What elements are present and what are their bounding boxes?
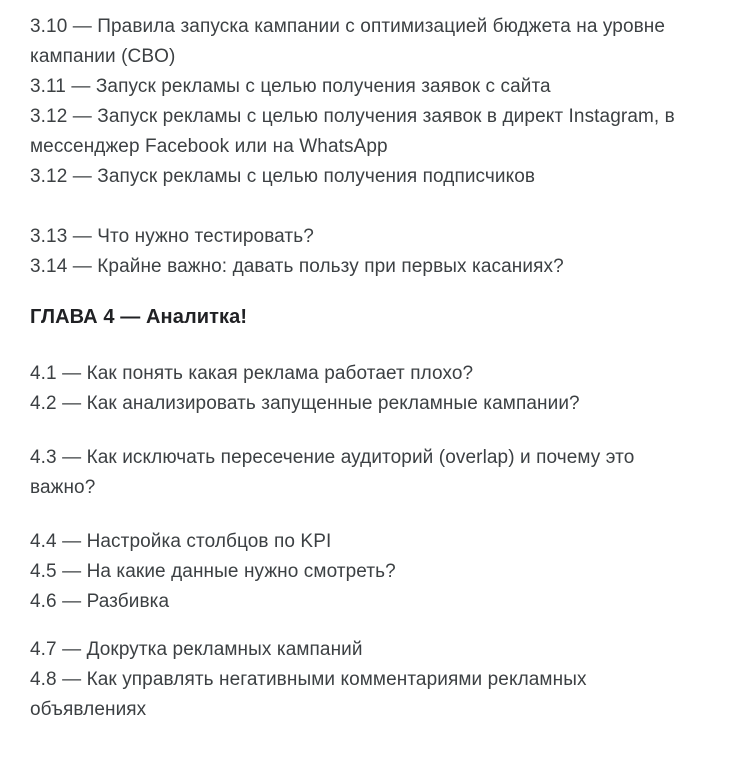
toc-item-3-14 — [30, 252, 710, 282]
toc-line: 4.8 — Как управлять негативными комментариями рекламных — [30, 669, 587, 690]
toc-line: 4.7 — Докрутка рекламных кампаний — [30, 639, 363, 660]
toc-line: 3.13 — Что нужно тестировать? — [30, 226, 314, 247]
toc-line: 3.11 — Запуск рекламы с целью получения заявок с сайта — [30, 76, 551, 97]
toc-item-4-2 — [30, 389, 710, 419]
toc-group-4-7-to-4-8 — [30, 635, 710, 725]
toc-group-4-3 — [30, 443, 710, 503]
toc-item-4-1 — [30, 359, 710, 389]
toc-line: 4.1 — Как понять какая реклама работает плохо? — [30, 363, 474, 384]
toc-item-4-8 — [30, 665, 710, 725]
toc-line: 4.3 — Как исключать пересечение аудиторий (overlap) и почему это — [30, 447, 635, 468]
toc-line: кампании (CBO) — [30, 46, 176, 67]
toc-item-3-12-leads — [30, 102, 710, 162]
toc-group-3-10-to-3-12 — [30, 12, 710, 192]
toc-line: 3.12 — Запуск рекламы с целью получения подписчиков — [30, 166, 536, 187]
toc-item-3-10 — [30, 12, 710, 72]
chapter-heading — [30, 300, 710, 334]
toc-line: мессенджер Facebook или на WhatsApp — [30, 136, 388, 157]
toc-group-4-1-to-4-2 — [30, 359, 710, 419]
toc-line: 4.2 — Как анализировать запущенные рекламные кампании? — [30, 393, 580, 414]
toc-line: 4.5 — На какие данные нужно смотреть? — [30, 561, 396, 582]
toc-item-4-3 — [30, 443, 710, 503]
toc-item-4-6 — [30, 587, 710, 617]
chapter-heading-text: ГЛАВА 4 — Аналитка! — [30, 306, 248, 328]
toc-item-4-5 — [30, 557, 710, 587]
toc-group-3-13-to-3-14 — [30, 222, 710, 282]
toc-group-4-4-to-4-6 — [30, 527, 710, 617]
toc-line: 3.14 — Крайне важно: давать пользу при первых касаниях? — [30, 256, 564, 277]
toc-item-4-4 — [30, 527, 710, 557]
toc-item-3-13 — [30, 222, 710, 252]
toc-item-4-7 — [30, 635, 710, 665]
toc-line: 3.10 — Правила запуска кампании с оптимизацией бюджета на уровне — [30, 16, 666, 37]
toc-line: объявлениях — [30, 699, 147, 720]
toc-item-3-11 — [30, 72, 710, 102]
toc-line: важно? — [30, 477, 96, 498]
toc-line: 4.6 — Разбивка — [30, 591, 170, 612]
toc-item-3-12-subscribers — [30, 162, 710, 192]
toc-line: 4.4 — Настройка столбцов по KPI — [30, 531, 332, 552]
toc-line: 3.12 — Запуск рекламы с целью получения заявок в директ Instagram, в — [30, 106, 675, 127]
